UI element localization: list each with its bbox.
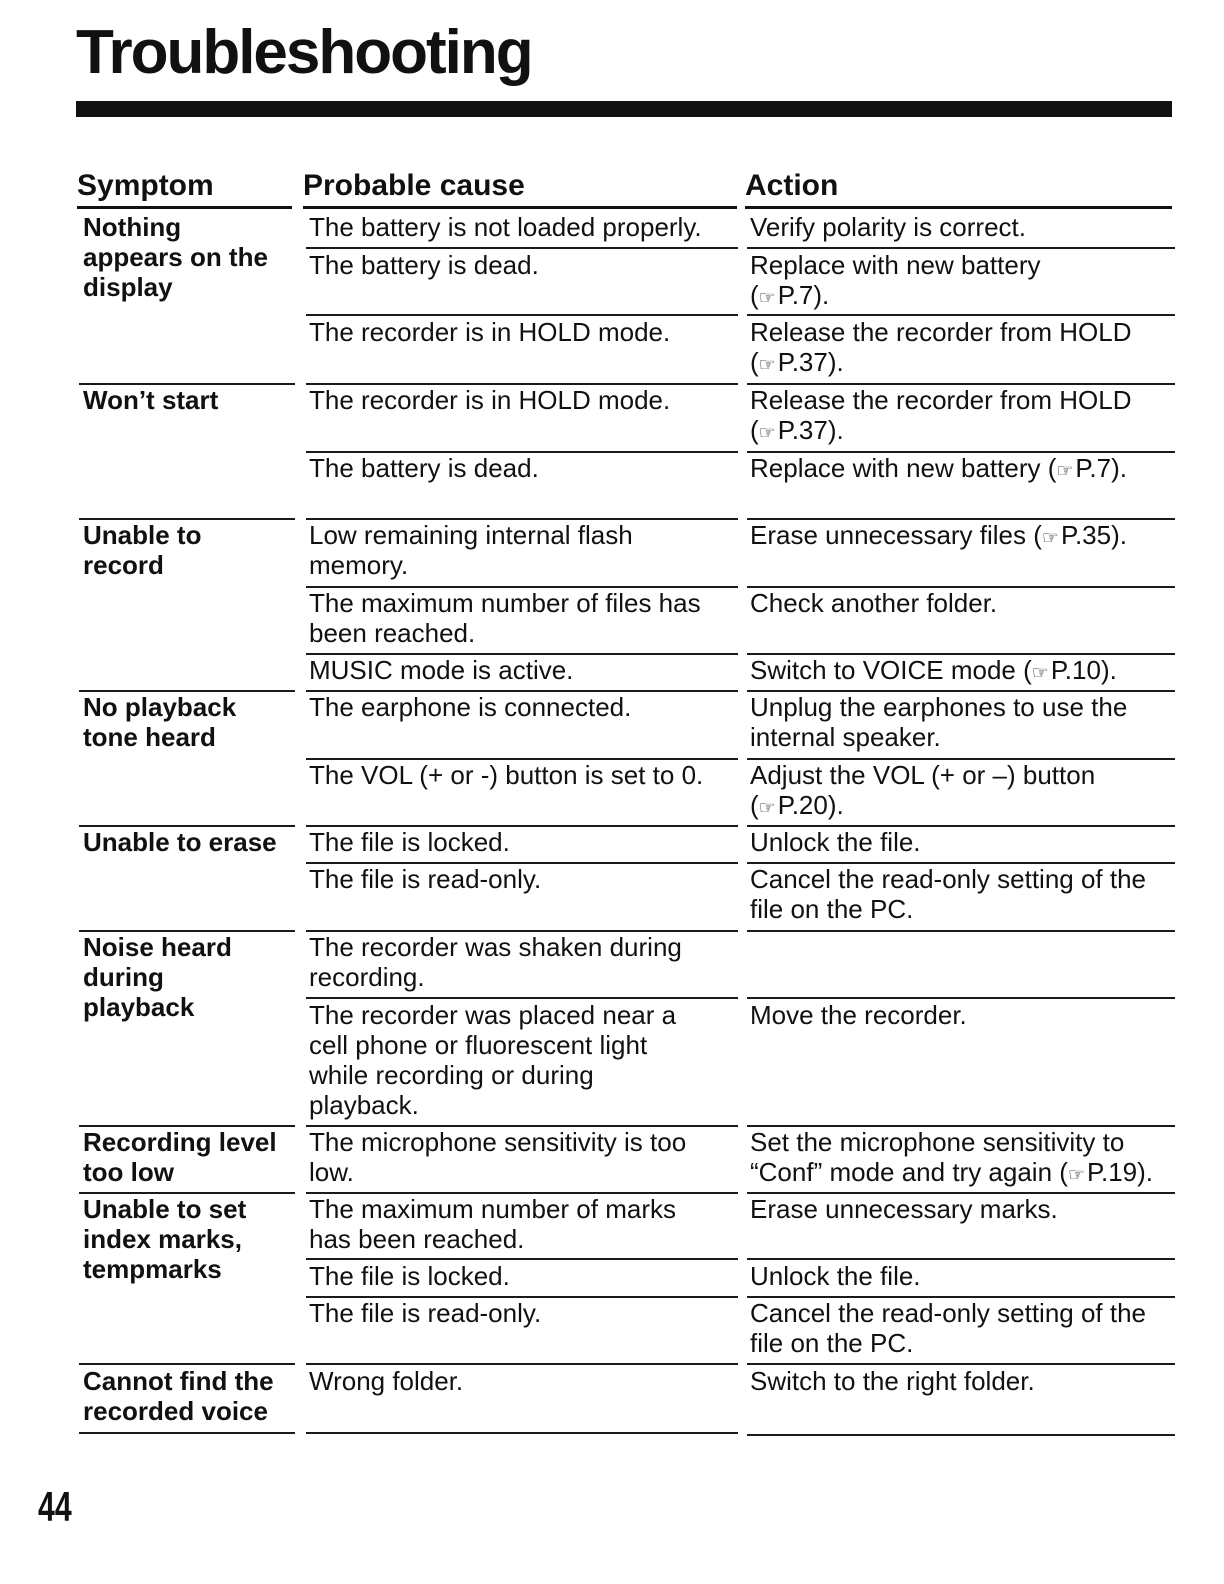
cause-cell — [309, 520, 729, 580]
cause-cell — [309, 317, 729, 347]
action-text: file on the PC. — [750, 894, 914, 924]
symptom-cell-line: tone heard — [83, 722, 216, 752]
symptom-cell-line: Won’t start — [83, 385, 219, 415]
page-reference: P.20). — [777, 790, 844, 820]
action-cell-line — [750, 385, 1170, 415]
action-cell — [750, 385, 1170, 449]
action-text: Erase unnecessary marks. — [750, 1194, 1058, 1224]
cause-cell-line: low. — [309, 1157, 354, 1187]
cause-cell-line: The battery is dead. — [309, 453, 539, 483]
action-text: file on the PC. — [750, 1328, 914, 1358]
action-text: ( — [750, 347, 759, 377]
action-cell-line — [750, 790, 1170, 824]
action-cell-line — [750, 1194, 1170, 1224]
cause-cell — [309, 453, 729, 483]
cause-cell-line: The recorder was shaken during — [309, 932, 682, 962]
action-text: internal speaker. — [750, 722, 941, 752]
action-cell-line — [750, 520, 1170, 554]
row-divider-cause — [306, 997, 738, 999]
action-cell — [750, 317, 1170, 381]
cause-cell-line: Wrong folder. — [309, 1366, 464, 1396]
cause-cell — [309, 1194, 729, 1254]
action-text: “Conf” mode and try again ( — [750, 1157, 1068, 1187]
action-cell — [750, 1000, 1170, 1030]
symptom-cell — [83, 520, 298, 580]
action-cell — [750, 692, 1170, 752]
action-text: Release the recorder from HOLD — [750, 317, 1132, 347]
action-text: Switch to the right folder. — [750, 1366, 1035, 1396]
page-reference: P.19). — [1086, 1157, 1153, 1187]
symptom-cell-line: Nothing — [83, 212, 182, 242]
action-text: Move the recorder. — [750, 1000, 967, 1030]
cause-cell-line: MUSIC mode is active. — [309, 655, 574, 685]
row-divider-symptom — [79, 1363, 295, 1365]
action-cell-line — [750, 588, 1170, 618]
action-cell — [750, 864, 1170, 924]
column-header-probable-cause: Probable cause — [303, 169, 525, 202]
action-cell — [750, 1366, 1170, 1396]
action-cell-line — [750, 864, 1170, 894]
symptom-cell-line: tempmarks — [83, 1254, 222, 1284]
action-cell — [750, 1194, 1170, 1224]
cause-cell-line: The file is read-only. — [309, 864, 542, 894]
action-cell-line — [750, 760, 1170, 790]
action-cell-line — [750, 692, 1170, 722]
row-divider-cause — [306, 1258, 738, 1260]
action-text: ( — [750, 790, 759, 820]
cause-cell — [309, 760, 729, 790]
action-cell — [750, 250, 1170, 314]
symptom-cell-line: playback — [83, 992, 195, 1022]
action-cell-line — [750, 317, 1170, 347]
column-header-symptom: Symptom — [77, 169, 214, 202]
page-reference: P.35). — [1060, 520, 1127, 550]
action-text: Release the recorder from HOLD — [750, 385, 1132, 415]
cause-cell-line: while recording or during — [309, 1060, 594, 1090]
cause-cell-line: The recorder is in HOLD mode. — [309, 317, 671, 347]
page-title: Troubleshooting — [76, 18, 532, 87]
cause-cell — [309, 1366, 729, 1396]
pointing-hand-icon: ☞ — [758, 798, 776, 819]
action-cell — [750, 760, 1170, 824]
symptom-cell-line: Recording level — [83, 1127, 277, 1157]
cause-cell — [309, 932, 729, 992]
action-cell-line — [750, 722, 1170, 752]
symptom-cell-line: No playback — [83, 692, 237, 722]
row-divider-action — [747, 314, 1175, 316]
symptom-cell — [83, 385, 298, 415]
symptom-cell-line: index marks, — [83, 1224, 242, 1254]
action-text: Set the microphone sensitivity to — [750, 1127, 1125, 1157]
cause-cell-line: The maximum number of marks — [309, 1194, 676, 1224]
page-reference: P.10). — [1050, 655, 1117, 685]
action-cell — [750, 453, 1170, 487]
pointing-hand-icon: ☞ — [1041, 528, 1059, 549]
cause-cell-line: The file is locked. — [309, 827, 510, 857]
action-text: Unlock the file. — [750, 1261, 921, 1291]
cause-cell — [309, 588, 729, 648]
action-cell-line — [750, 1157, 1170, 1191]
column-header-action: Action — [745, 169, 839, 202]
row-divider-action — [747, 997, 1175, 999]
symptom-cell-line: appears on the — [83, 242, 268, 272]
action-text: Cancel the read-only setting of the — [750, 864, 1147, 894]
header-rule-action — [745, 206, 1172, 209]
action-text: Unplug the earphones to use the — [750, 692, 1128, 722]
cause-cell — [309, 1127, 729, 1187]
header-rule-cause — [303, 206, 737, 209]
row-divider-action — [747, 1363, 1175, 1365]
symptom-cell — [83, 1366, 298, 1426]
action-text: Verify polarity is correct. — [750, 212, 1026, 242]
row-divider-cause — [306, 1432, 738, 1434]
cause-cell-line: The recorder was placed near a — [309, 1000, 677, 1030]
page-reference: P.37). — [777, 347, 844, 377]
cause-cell — [309, 864, 729, 894]
action-text: ( — [750, 415, 759, 445]
cause-cell-line: The file is locked. — [309, 1261, 510, 1291]
page-reference: P.7). — [1075, 453, 1127, 483]
header-rule-symptom — [77, 206, 292, 209]
cause-cell-line: The earphone is connected. — [309, 692, 632, 722]
cause-cell-line: recording. — [309, 962, 425, 992]
action-text: Cancel the read-only setting of the — [750, 1298, 1147, 1328]
action-text: ( — [750, 280, 759, 310]
action-cell-line — [750, 1127, 1170, 1157]
pointing-hand-icon: ☞ — [758, 355, 776, 376]
cause-cell — [309, 385, 729, 415]
page-reference: P.7). — [777, 280, 830, 310]
action-text: Adjust the VOL (+ or –) button — [750, 760, 1096, 790]
row-divider-cause — [306, 1363, 738, 1365]
pointing-hand-icon: ☞ — [1056, 461, 1074, 482]
action-cell-line — [750, 894, 1170, 924]
action-cell — [750, 655, 1170, 689]
cause-cell-line: The file is read-only. — [309, 1298, 542, 1328]
cause-cell-line: The VOL (+ or -) button is set to 0. — [309, 760, 704, 790]
action-cell-line — [750, 1000, 1170, 1030]
action-text: Replace with new battery — [750, 250, 1041, 280]
symptom-cell — [83, 692, 298, 752]
cause-cell-line: The battery is dead. — [309, 250, 539, 280]
symptom-cell-line: Cannot find the — [83, 1366, 274, 1396]
cause-cell-line: cell phone or fluorescent light — [309, 1030, 648, 1060]
action-cell-line — [750, 250, 1170, 280]
title-underline-bar — [76, 101, 1172, 117]
row-divider-action — [747, 1434, 1175, 1436]
action-text: Erase unnecessary files ( — [750, 520, 1042, 550]
symptom-cell-line: recorded voice — [83, 1396, 268, 1426]
symptom-cell — [83, 1127, 298, 1187]
cause-cell — [309, 1000, 729, 1120]
action-text: Unlock the file. — [750, 827, 921, 857]
action-cell-line — [750, 280, 1170, 314]
row-divider-cause — [306, 247, 738, 249]
action-cell — [750, 520, 1170, 554]
action-cell-line — [750, 212, 1170, 242]
pointing-hand-icon: ☞ — [758, 423, 776, 444]
symptom-cell — [83, 212, 298, 302]
page-reference: P.37). — [777, 415, 844, 445]
cause-cell — [309, 1298, 729, 1328]
action-text: Replace with new battery ( — [750, 453, 1057, 483]
row-divider-action — [747, 930, 1175, 932]
row-divider-cause — [306, 314, 738, 316]
action-cell-line — [750, 415, 1170, 449]
cause-cell-line: The recorder is in HOLD mode. — [309, 385, 671, 415]
page-number: 44 — [38, 1483, 72, 1530]
action-cell-line — [750, 453, 1170, 487]
symptom-cell — [83, 932, 298, 1022]
cause-cell-line: memory. — [309, 550, 409, 580]
action-cell — [750, 212, 1170, 242]
symptom-cell-line: too low — [83, 1157, 174, 1187]
action-cell — [750, 827, 1170, 857]
action-text: Check another folder. — [750, 588, 998, 618]
cause-cell — [309, 827, 729, 857]
cause-cell-line: Low remaining internal flash — [309, 520, 633, 550]
pointing-hand-icon: ☞ — [1067, 1165, 1085, 1186]
symptom-cell-line: Unable to — [83, 520, 202, 550]
cause-cell-line: playback. — [309, 1090, 419, 1120]
pointing-hand-icon: ☞ — [1031, 663, 1049, 684]
symptom-cell-line: record — [83, 550, 164, 580]
row-divider-symptom — [79, 1432, 295, 1434]
cause-cell — [309, 1261, 729, 1291]
pointing-hand-icon: ☞ — [758, 288, 776, 309]
row-divider-action — [747, 247, 1175, 249]
symptom-cell-line: Noise heard — [83, 932, 232, 962]
action-cell — [750, 1298, 1170, 1358]
symptom-cell-line: Unable to erase — [83, 827, 277, 857]
cause-cell-line: The microphone sensitivity is too — [309, 1127, 687, 1157]
cause-cell-line: The battery is not loaded properly. — [309, 212, 702, 242]
symptom-cell-line: Unable to set — [83, 1194, 247, 1224]
cause-cell — [309, 212, 729, 242]
action-cell-line — [750, 347, 1170, 381]
action-cell-line — [750, 827, 1170, 857]
action-cell-line — [750, 1261, 1170, 1291]
symptom-cell-line: during — [83, 962, 164, 992]
cause-cell — [309, 655, 729, 685]
cause-cell-line: has been reached. — [309, 1224, 525, 1254]
action-cell — [750, 1261, 1170, 1291]
symptom-cell-line: display — [83, 272, 173, 302]
action-cell — [750, 588, 1170, 618]
action-cell-line — [750, 1366, 1170, 1396]
row-divider-action — [747, 1258, 1175, 1260]
symptom-cell — [83, 827, 298, 857]
cause-cell — [309, 250, 729, 280]
action-cell — [750, 1127, 1170, 1191]
symptom-cell — [83, 1194, 298, 1284]
cause-cell-line: been reached. — [309, 618, 476, 648]
action-cell-line — [750, 1298, 1170, 1328]
action-cell-line — [750, 655, 1170, 689]
action-text: Switch to VOICE mode ( — [750, 655, 1032, 685]
action-cell-line — [750, 1328, 1170, 1358]
cause-cell-line: The maximum number of files has — [309, 588, 701, 618]
cause-cell — [309, 692, 729, 722]
